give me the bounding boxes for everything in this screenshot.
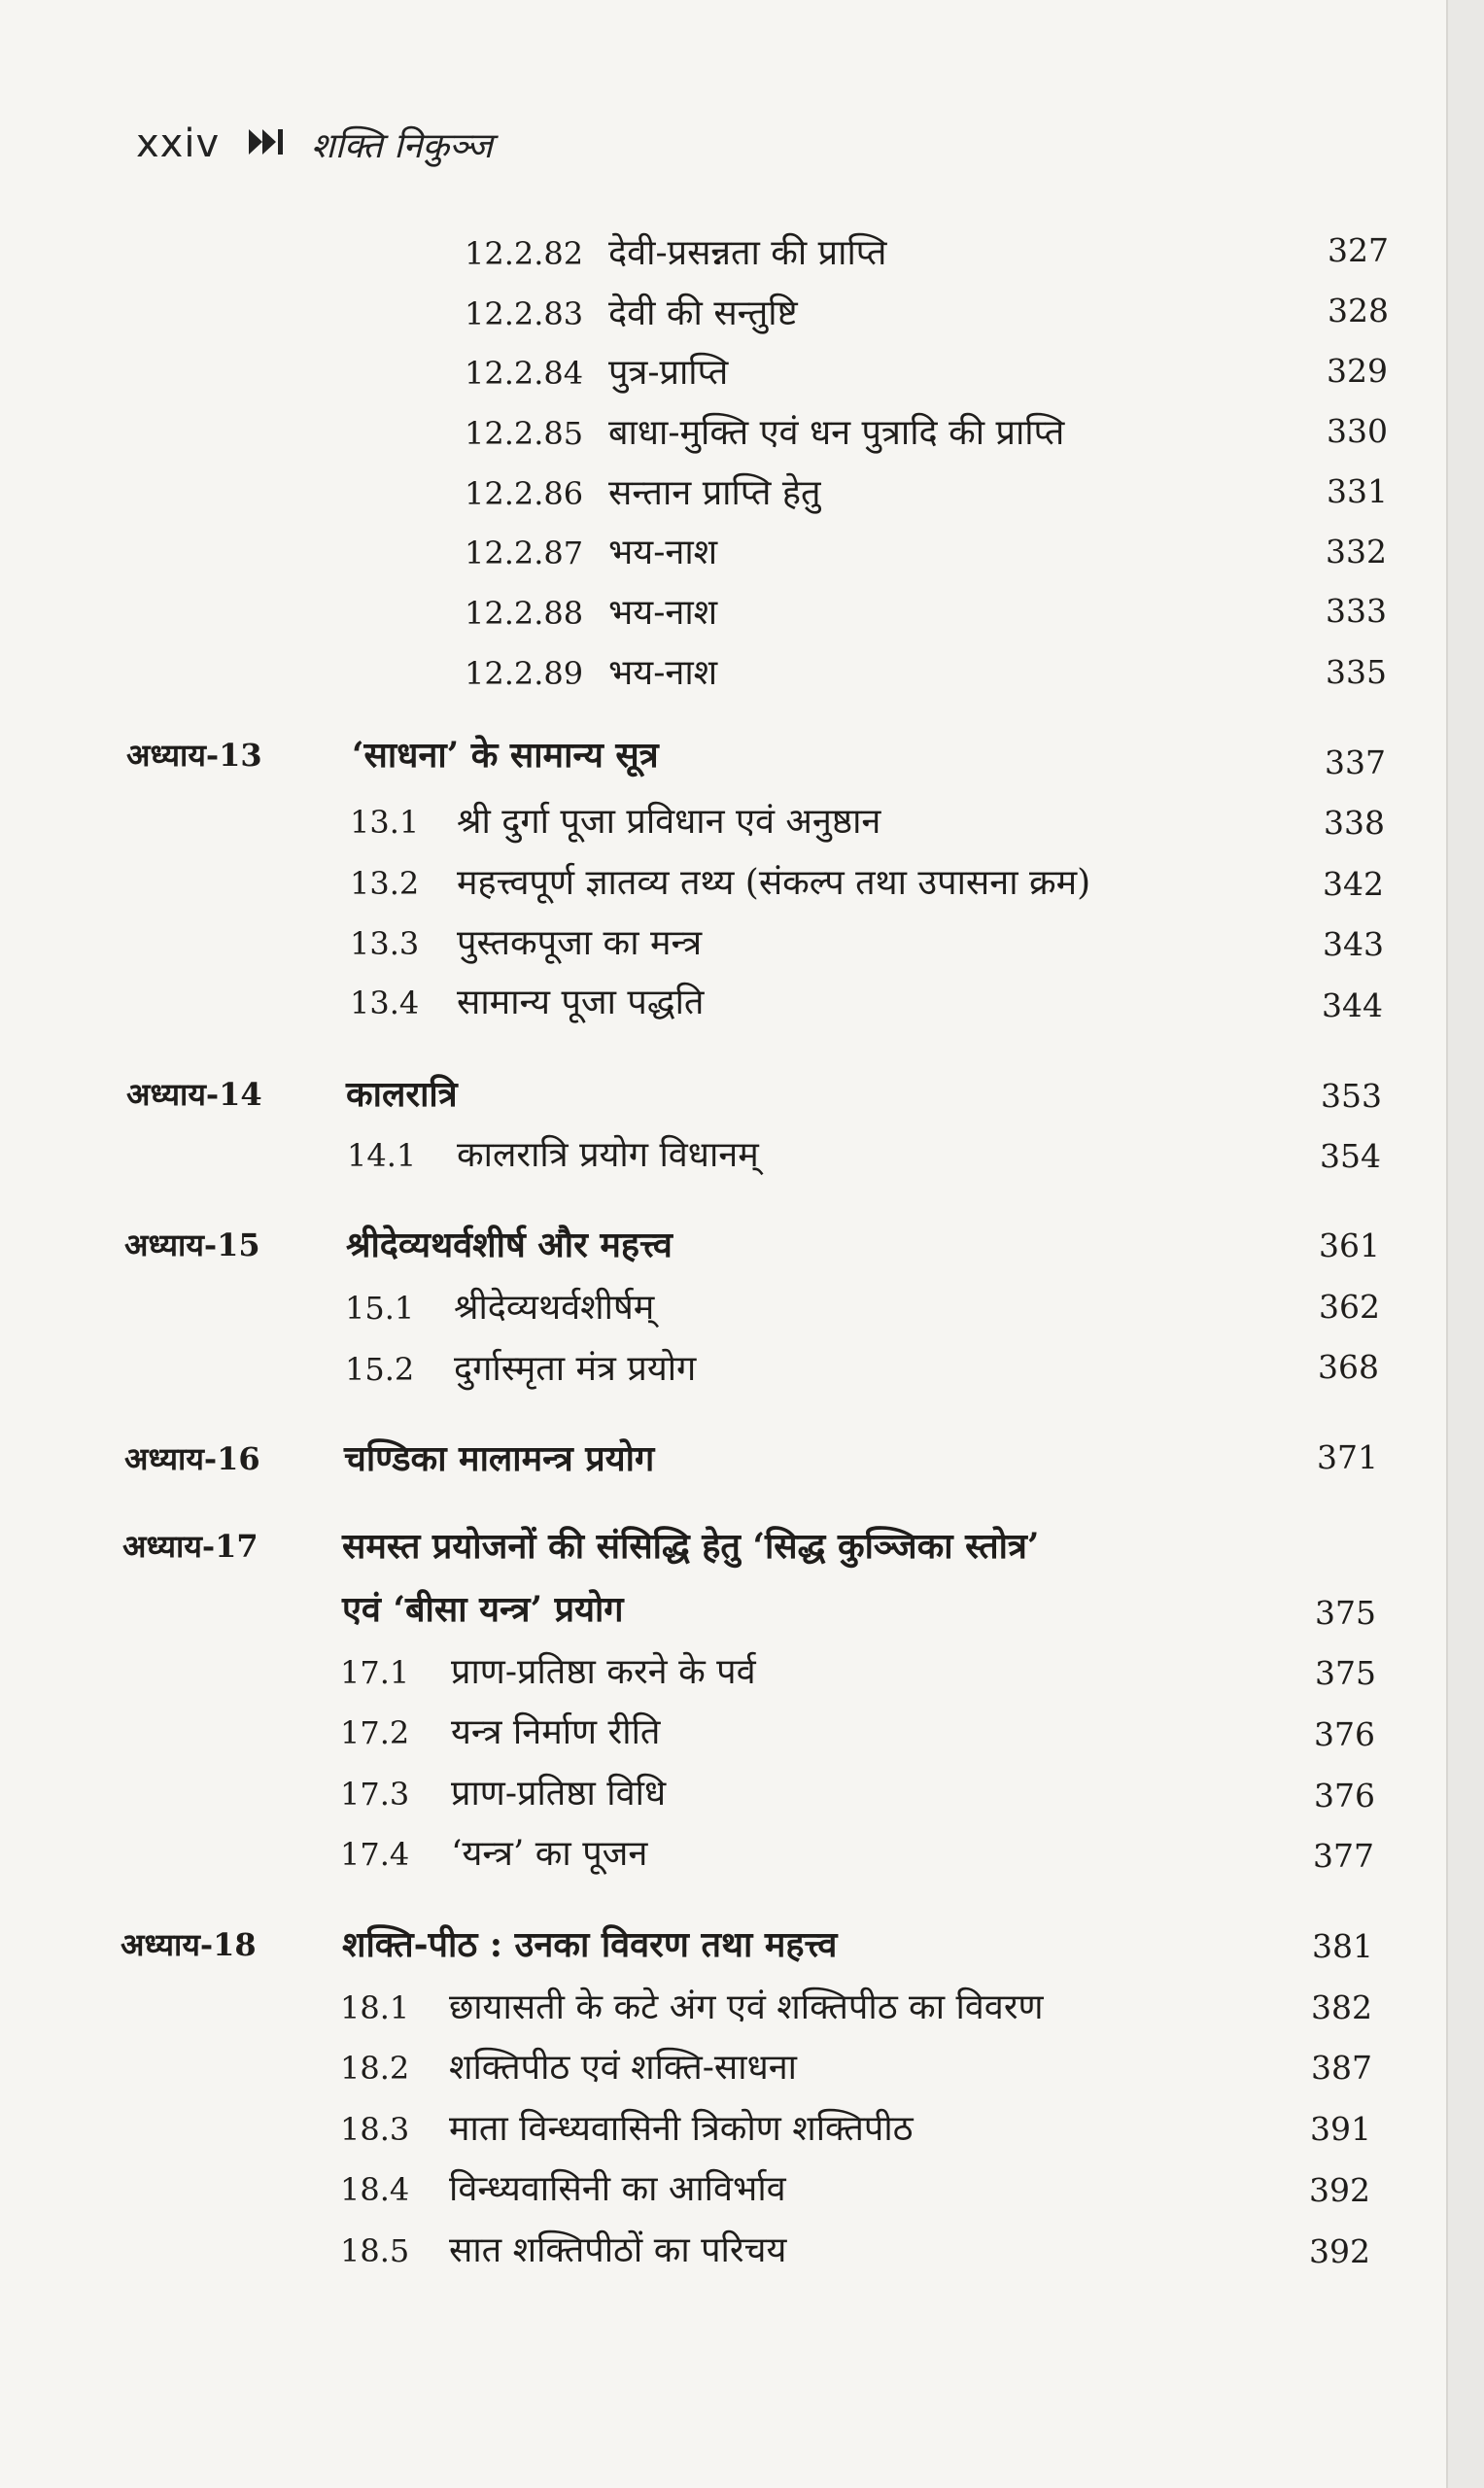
- page-ref: 332: [1326, 533, 1387, 570]
- page-ref: 368: [1318, 1348, 1379, 1386]
- section-number: 14.1: [347, 1137, 417, 1174]
- section-title: श्री दुर्गा पूजा प्रविधान एवं अनुष्ठान: [457, 802, 881, 842]
- section-title: यन्त्र निर्माण रीति: [451, 1712, 661, 1752]
- book-title: शक्ति निकुञ्ज: [311, 125, 493, 166]
- page-ref: 327: [1328, 231, 1389, 269]
- fast-forward-icon: [247, 125, 286, 162]
- chapter-label: अध्याय-16: [124, 1440, 260, 1477]
- chapter-label: अध्याय-18: [121, 1926, 257, 1963]
- page-ref: 338: [1324, 804, 1385, 842]
- section-number: 15.2: [345, 1351, 415, 1388]
- section-number: 12.2.83: [465, 295, 584, 332]
- section-title: दुर्गास्मृता मंत्र प्रयोग: [454, 1349, 697, 1389]
- page-ref: 387: [1311, 2049, 1372, 2087]
- page-ref: 377: [1313, 1837, 1374, 1875]
- chapter-title: शक्ति-पीठ : उनका विवरण तथा महत्त्व: [342, 1924, 838, 1965]
- page-ref: 335: [1326, 653, 1387, 691]
- section-title: बाधा-मुक्ति एवं धन पुत्रादि की प्राप्ति: [608, 413, 1065, 453]
- section-number: 13.2: [350, 865, 420, 902]
- page-ref: 375: [1315, 1654, 1376, 1692]
- section-title: पुस्तकपूजा का मन्त्र: [457, 923, 703, 963]
- page-edge: [1446, 0, 1484, 2488]
- page-ref: 333: [1326, 592, 1387, 630]
- page-ref: 381: [1312, 1927, 1373, 1965]
- section-number: 13.4: [350, 985, 420, 1021]
- section-title: पुत्र-प्राप्ति: [608, 353, 729, 393]
- section-title: शक्तिपीठ एवं शक्ति-साधना: [449, 2048, 798, 2088]
- section-title: सन्तान प्राप्ति हेतु: [608, 473, 821, 513]
- section-title: देवी की सन्तुष्टि: [608, 294, 798, 333]
- section-number: 18.3: [340, 2111, 410, 2148]
- page-ref: 382: [1311, 1988, 1372, 2026]
- section-title: विन्ध्यवासिनी का आविर्भाव: [449, 2169, 786, 2209]
- page-ref: 392: [1309, 2232, 1370, 2270]
- chapter-label: अध्याय-14: [126, 1076, 262, 1113]
- page-ref: 392: [1309, 2171, 1370, 2209]
- section-title: भय-नाश: [608, 653, 718, 693]
- page-ref: 354: [1320, 1137, 1381, 1175]
- section-number: 18.4: [340, 2171, 410, 2208]
- chapter-title: समस्त प्रयोजनों की संसिद्धि हेतु ‘सिद्ध कुञ्जिका स्तोत्र’: [342, 1526, 1040, 1567]
- section-number: 12.2.88: [465, 595, 584, 632]
- page-ref: 361: [1319, 1227, 1380, 1264]
- page-ref: 343: [1323, 925, 1384, 963]
- section-number: 13.3: [350, 925, 420, 962]
- section-title: छायासती के कटे अंग एवं शक्तिपीठ का विवरण: [449, 1987, 1044, 2027]
- page-ref: 391: [1310, 2110, 1371, 2148]
- page-ref: 353: [1321, 1077, 1382, 1115]
- page-ref: 376: [1314, 1715, 1375, 1753]
- chapter-title: चण्डिका मालामन्त्र प्रयोग: [344, 1438, 655, 1479]
- section-number: 17.4: [340, 1836, 410, 1873]
- chapter-title: ‘साधना’ के सामान्य सूत्र: [352, 735, 659, 776]
- section-title: देवी-प्रसन्नता की प्राप्ति: [608, 233, 887, 273]
- section-number: 12.2.86: [465, 475, 584, 512]
- page-ref: 337: [1325, 743, 1386, 781]
- page-ref: 328: [1328, 292, 1389, 329]
- running-header: [136, 115, 493, 173]
- section-title: कालरात्रि प्रयोग विधानम्: [457, 1135, 759, 1175]
- page-number: xxiv: [136, 121, 221, 166]
- chapter-label: अध्याय-13: [126, 737, 262, 774]
- page-ref: 344: [1322, 986, 1383, 1024]
- section-title: ‘यन्त्र’ का पूजन: [451, 1834, 648, 1874]
- page-ref: 376: [1314, 1777, 1375, 1814]
- section-number: 12.2.89: [465, 655, 584, 692]
- page-ref: 375: [1315, 1594, 1376, 1632]
- chapter-title-continuation: एवं ‘बीसा यन्त्र’ प्रयोग: [342, 1589, 624, 1630]
- section-number: 18.2: [340, 2050, 410, 2087]
- page-ref: 342: [1323, 865, 1384, 903]
- section-title: प्राण-प्रतिष्ठा विधि: [451, 1774, 667, 1814]
- section-number: 18.5: [340, 2232, 410, 2269]
- section-title: प्राण-प्रतिष्ठा करने के पर्व: [451, 1652, 756, 1692]
- section-number: 12.2.82: [465, 235, 584, 272]
- page-ref: 330: [1327, 412, 1388, 450]
- section-number: 12.2.87: [465, 535, 584, 571]
- section-number: 17.3: [340, 1776, 410, 1813]
- section-title: श्रीदेव्यथर्वशीर्षम्: [454, 1288, 655, 1328]
- section-number: 17.2: [340, 1714, 410, 1751]
- chapter-label: अध्याय-17: [122, 1528, 259, 1565]
- chapter-title: श्रीदेव्यथर्वशीर्ष और महत्त्व: [346, 1225, 673, 1265]
- section-number: 12.2.85: [465, 415, 584, 452]
- section-number: 15.1: [345, 1290, 415, 1327]
- section-number: 12.2.84: [465, 355, 584, 392]
- section-title: महत्त्वपूर्ण ज्ञातव्य तथ्य (संकल्प तथा उपासना क्रम): [457, 863, 1091, 903]
- section-title: भय-नाश: [608, 533, 718, 572]
- section-title: सात शक्तिपीठों का परिचय: [449, 2230, 787, 2270]
- section-number: 13.1: [350, 804, 420, 841]
- section-title: माता विन्ध्यवासिनी त्रिकोण शक्तिपीठ: [449, 2109, 914, 2149]
- section-number: 17.1: [340, 1654, 410, 1691]
- chapter-label: अध्याय-15: [124, 1227, 260, 1263]
- section-title: सामान्य पूजा पद्धति: [457, 983, 705, 1022]
- section-number: 18.1: [340, 1989, 410, 2026]
- page-ref: 329: [1327, 352, 1388, 390]
- section-title: भय-नाश: [608, 593, 718, 633]
- page-ref: 371: [1317, 1438, 1378, 1476]
- page-ref: 362: [1319, 1288, 1380, 1326]
- page-ref: 331: [1327, 472, 1388, 510]
- chapter-title: कालरात्रि: [346, 1074, 458, 1115]
